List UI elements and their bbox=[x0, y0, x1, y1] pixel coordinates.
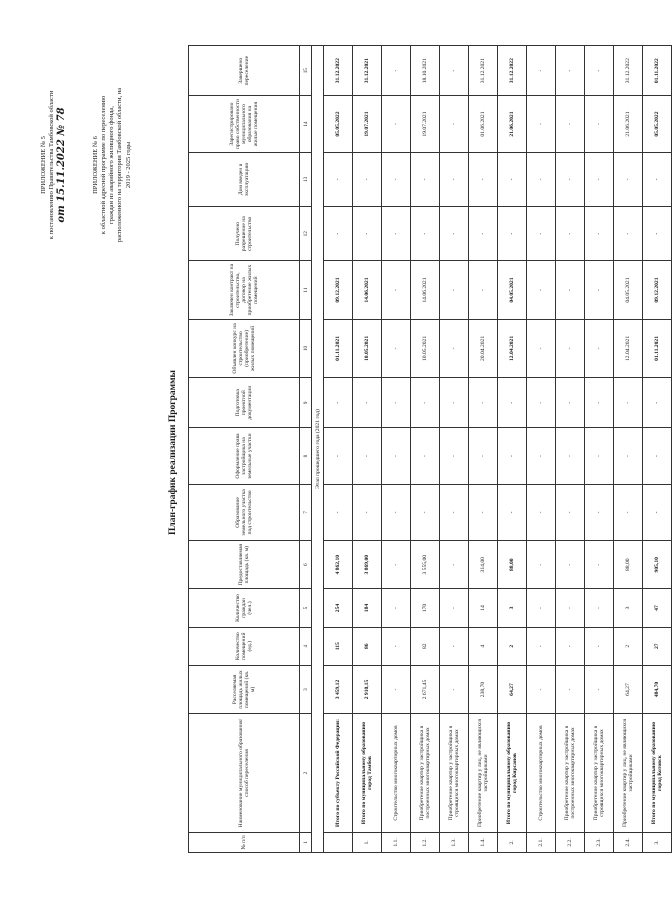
table-cell: - bbox=[353, 378, 382, 428]
column-number: 9 bbox=[300, 378, 312, 428]
table-row bbox=[556, 46, 585, 853]
row-index bbox=[324, 832, 353, 852]
table-cell: 05.05.2022 bbox=[324, 96, 353, 152]
table-cell: - bbox=[440, 96, 469, 152]
table-row bbox=[411, 46, 440, 853]
table-cell: - bbox=[556, 484, 585, 540]
table-cell: 04.05.2021 bbox=[614, 261, 643, 319]
table-cell: - bbox=[643, 428, 672, 484]
table-cell: - bbox=[440, 541, 469, 589]
table-cell: 01.06.2021 bbox=[469, 96, 498, 152]
table-cell: - bbox=[527, 589, 556, 627]
row-name: Приобретение квартир у лиц, не являющихся застройщиками bbox=[469, 714, 498, 833]
table-cell: - bbox=[382, 319, 411, 377]
table-cell: - bbox=[440, 152, 469, 206]
table-cell: 10.05.2021 bbox=[353, 319, 382, 377]
table-cell: 86 bbox=[353, 627, 382, 665]
table-cell: - bbox=[324, 207, 353, 261]
table-cell: - bbox=[556, 428, 585, 484]
row-index: 2.1. bbox=[527, 832, 556, 852]
column-header: Подготовка проектной документации bbox=[189, 378, 300, 428]
table-cell: - bbox=[585, 96, 614, 152]
table-cell: 01.11.2021 bbox=[643, 319, 672, 377]
table-cell: - bbox=[440, 46, 469, 96]
table-cell: - bbox=[556, 627, 585, 665]
column-number: 7 bbox=[300, 484, 312, 540]
table-row bbox=[324, 46, 353, 853]
table-cell: - bbox=[411, 207, 440, 261]
table-cell: - bbox=[556, 152, 585, 206]
table-cell: - bbox=[440, 319, 469, 377]
table-cell: - bbox=[469, 428, 498, 484]
table-cell: - bbox=[585, 319, 614, 377]
table-cell: - bbox=[498, 207, 527, 261]
table-cell: - bbox=[556, 207, 585, 261]
column-number: 1 bbox=[300, 832, 312, 852]
table-cell: 31.12.2022 bbox=[614, 46, 643, 96]
table-cell: - bbox=[440, 589, 469, 627]
table-cell: - bbox=[614, 207, 643, 261]
table-cell: - bbox=[440, 261, 469, 319]
column-header: № п/п bbox=[189, 832, 300, 852]
table-cell: 01.11.2022 bbox=[643, 46, 672, 96]
table-cell: - bbox=[411, 378, 440, 428]
table-cell: 14 bbox=[469, 589, 498, 627]
table-cell: 09.12.2021 bbox=[324, 261, 353, 319]
table-row bbox=[469, 46, 498, 853]
column-number: 6 bbox=[300, 541, 312, 589]
table-cell: - bbox=[353, 484, 382, 540]
appendix-6-block bbox=[92, 40, 133, 290]
table-cell: - bbox=[382, 152, 411, 206]
table-cell: 21.06.2021 bbox=[614, 96, 643, 152]
table-cell: - bbox=[411, 484, 440, 540]
row-index: 1. bbox=[353, 832, 382, 852]
table-cell: - bbox=[585, 152, 614, 206]
table-cell: 47 bbox=[643, 589, 672, 627]
table-cell: - bbox=[469, 378, 498, 428]
row-name: Строительство многоквартирных домов bbox=[527, 714, 556, 833]
table-cell: 20.04.2021 bbox=[469, 319, 498, 377]
table-cell: - bbox=[498, 152, 527, 206]
table-cell: - bbox=[556, 261, 585, 319]
table-cell: 254 bbox=[324, 589, 353, 627]
column-header: Предоставляемая площадь (кв. м) bbox=[189, 541, 300, 589]
table-cell: - bbox=[353, 152, 382, 206]
row-name: Приобретение квартир у застройщика в построенных многоквартирных домах bbox=[556, 714, 585, 833]
table-cell: - bbox=[440, 665, 469, 713]
table-cell: - bbox=[527, 484, 556, 540]
table-cell: 170 bbox=[411, 589, 440, 627]
table-cell: - bbox=[556, 589, 585, 627]
table-cell: - bbox=[382, 665, 411, 713]
table-cell: - bbox=[469, 261, 498, 319]
table-row bbox=[353, 46, 382, 853]
table-cell: - bbox=[440, 428, 469, 484]
column-header: Получено разрешение на строительство bbox=[189, 207, 300, 261]
column-header: Количество помещений (ед.) bbox=[189, 627, 300, 665]
table-cell: - bbox=[527, 428, 556, 484]
table-cell: - bbox=[556, 665, 585, 713]
column-header: Расселяемая площадь жилых помещений (кв. м) bbox=[189, 665, 300, 713]
table-cell: - bbox=[440, 378, 469, 428]
table-cell: - bbox=[585, 589, 614, 627]
table-cell: - bbox=[643, 378, 672, 428]
table-cell: 3 bbox=[498, 589, 527, 627]
stage-label: Этап прошедшего года (2021 год) bbox=[312, 46, 324, 853]
row-name: Приобретение квартир у застройщика в строящихся многоквартирных домах bbox=[440, 714, 469, 833]
appendix-5-block bbox=[40, 40, 69, 290]
table-cell: - bbox=[440, 627, 469, 665]
column-number: 13 bbox=[300, 152, 312, 206]
table-cell: - bbox=[382, 261, 411, 319]
table-cell: - bbox=[382, 46, 411, 96]
table-cell: 12.04.2021 bbox=[614, 319, 643, 377]
table-cell: - bbox=[614, 428, 643, 484]
table-cell: - bbox=[585, 46, 614, 96]
table-cell: - bbox=[643, 484, 672, 540]
table-cell: - bbox=[469, 152, 498, 206]
row-name: Итого по муниципальному образованию город Котовск bbox=[643, 714, 672, 833]
table-row bbox=[643, 46, 672, 853]
table-cell: 04.05.2021 bbox=[498, 261, 527, 319]
appendix-6-line-4: 2019 - 2025 годы bbox=[124, 141, 132, 189]
table-cell: 31.12.2021 bbox=[353, 46, 382, 96]
table-cell: - bbox=[556, 319, 585, 377]
table-cell: - bbox=[353, 428, 382, 484]
column-number: 14 bbox=[300, 96, 312, 152]
table-cell: - bbox=[556, 378, 585, 428]
table-cell: - bbox=[643, 152, 672, 206]
table-cell: 484,70 bbox=[643, 665, 672, 713]
row-name: Приобретение квартир у застройщика в строящихся многоквартирных домах bbox=[585, 714, 614, 833]
column-number: 15 bbox=[300, 46, 312, 96]
table-cell: - bbox=[585, 541, 614, 589]
row-index: 2. bbox=[498, 832, 527, 852]
table-cell: - bbox=[585, 484, 614, 540]
stage-row bbox=[312, 46, 324, 853]
table-cell: 314,00 bbox=[469, 541, 498, 589]
table-cell: 31.12.2021 bbox=[469, 46, 498, 96]
column-number: 10 bbox=[300, 319, 312, 377]
table-cell: - bbox=[614, 378, 643, 428]
column-header: Оформление права застройщика на земельные участки bbox=[189, 428, 300, 484]
table-cell: 82 bbox=[411, 627, 440, 665]
table-cell: 64,27 bbox=[614, 665, 643, 713]
table-cell: - bbox=[527, 46, 556, 96]
table-cell: - bbox=[527, 541, 556, 589]
row-name: Итого по муниципальному образованию город Кирсанов bbox=[498, 714, 527, 833]
table-header-row bbox=[189, 46, 300, 853]
table-cell: - bbox=[469, 207, 498, 261]
table-cell: - bbox=[585, 428, 614, 484]
table-cell: 14.06.2021 bbox=[411, 261, 440, 319]
table-cell: - bbox=[324, 378, 353, 428]
table-cell: 21.06.2021 bbox=[498, 96, 527, 152]
column-number-row bbox=[300, 46, 312, 853]
appendix-6-line-2: граждан из аварийного жилищного фонда, bbox=[108, 106, 116, 224]
table-cell: - bbox=[440, 484, 469, 540]
row-name: Итого по муниципальному образованию город Тамбов bbox=[353, 714, 382, 833]
appendix-5-title: ПРИЛОЖЕНИЕ № 5 bbox=[40, 136, 47, 194]
table-cell: 14.06.2021 bbox=[353, 261, 382, 319]
table-cell: - bbox=[585, 665, 614, 713]
table-cell: - bbox=[411, 152, 440, 206]
table-cell: - bbox=[498, 484, 527, 540]
table-cell: - bbox=[469, 484, 498, 540]
table-cell: - bbox=[324, 484, 353, 540]
column-number: 2 bbox=[300, 714, 312, 833]
table-cell: 88,00 bbox=[614, 541, 643, 589]
table-cell: - bbox=[382, 627, 411, 665]
table-cell: - bbox=[614, 484, 643, 540]
table-cell: 12.04.2021 bbox=[498, 319, 527, 377]
row-name: Итого по субъекту Российской Федерации: bbox=[324, 714, 353, 833]
table-cell: - bbox=[382, 428, 411, 484]
table-cell: 238,70 bbox=[469, 665, 498, 713]
table-cell: 18.10.2021 bbox=[411, 46, 440, 96]
appendix-6-title: ПРИЛОЖЕНИЕ № 6 bbox=[92, 136, 99, 194]
table-cell: - bbox=[585, 627, 614, 665]
table-cell: - bbox=[382, 589, 411, 627]
appendix-5-text: к постановлению Правительства Тамбовской области bbox=[48, 90, 56, 240]
row-index: 1.4. bbox=[469, 832, 498, 852]
table-cell: 10.05.2021 bbox=[411, 319, 440, 377]
column-header: Завершено переселение bbox=[189, 46, 300, 96]
table-cell: 01.11.2021 bbox=[324, 319, 353, 377]
row-index: 1.1. bbox=[382, 832, 411, 852]
table-cell: 905,10 bbox=[643, 541, 672, 589]
table-cell: - bbox=[527, 96, 556, 152]
table-cell: - bbox=[527, 319, 556, 377]
table-cell: 3 869,00 bbox=[353, 541, 382, 589]
table-row bbox=[527, 46, 556, 853]
table-cell: - bbox=[411, 428, 440, 484]
table-cell: 2 bbox=[614, 627, 643, 665]
table-cell: 2 910,15 bbox=[353, 665, 382, 713]
table-cell: 3 bbox=[614, 589, 643, 627]
row-name: Строительство многоквартирных домов bbox=[382, 714, 411, 833]
appendix-6-line-1: к областной адресной программе по переселению bbox=[100, 95, 108, 235]
table-cell: - bbox=[382, 96, 411, 152]
table-cell: - bbox=[585, 378, 614, 428]
table-cell: - bbox=[353, 207, 382, 261]
table-cell: - bbox=[498, 378, 527, 428]
table-cell: 3 459,12 bbox=[324, 665, 353, 713]
column-number: 8 bbox=[300, 428, 312, 484]
table-row bbox=[614, 46, 643, 853]
column-header: Заключен контракт на строительство, договор на приобретение жилых помещений bbox=[189, 261, 300, 319]
column-number: 3 bbox=[300, 665, 312, 713]
appendix-5-signature: от 15.11.2022 № 78 bbox=[56, 107, 68, 223]
table-row bbox=[440, 46, 469, 853]
table-cell: - bbox=[527, 665, 556, 713]
row-index: 2.4. bbox=[614, 832, 643, 852]
column-header: Образование земельного участка под строительство bbox=[189, 484, 300, 540]
table-cell: - bbox=[382, 541, 411, 589]
row-index: 1.3. bbox=[440, 832, 469, 852]
document-title: План-график реализации Программы bbox=[168, 370, 178, 535]
row-index: 3. bbox=[643, 832, 672, 852]
table-row bbox=[498, 46, 527, 853]
table-cell: - bbox=[498, 428, 527, 484]
row-name: Приобретение квартир у застройщика в построенных многоквартирных домах bbox=[411, 714, 440, 833]
table-row bbox=[585, 46, 614, 853]
table-cell: - bbox=[382, 484, 411, 540]
table-cell: 31.12.2022 bbox=[324, 46, 353, 96]
table-cell: - bbox=[527, 627, 556, 665]
table-cell: - bbox=[585, 207, 614, 261]
table-cell: 184 bbox=[353, 589, 382, 627]
table-cell: - bbox=[585, 261, 614, 319]
row-name: Приобретение квартир у лиц, не являющихся застройщиками bbox=[614, 714, 643, 833]
table-cell: - bbox=[527, 378, 556, 428]
table-cell: - bbox=[382, 207, 411, 261]
table-cell: 3 555,00 bbox=[411, 541, 440, 589]
table-cell: 4 bbox=[469, 627, 498, 665]
table-cell: - bbox=[527, 261, 556, 319]
table-cell: - bbox=[440, 207, 469, 261]
column-number: 11 bbox=[300, 261, 312, 319]
table-cell: - bbox=[556, 46, 585, 96]
column-number: 4 bbox=[300, 627, 312, 665]
table-cell: 27 bbox=[643, 627, 672, 665]
column-header: Объявлен конкурс на строительство (приобретение) жилых помещений bbox=[189, 319, 300, 377]
table-cell: 09.12.2021 bbox=[643, 261, 672, 319]
row-index: 2.3. bbox=[585, 832, 614, 852]
schedule-table bbox=[188, 45, 672, 853]
table-cell: 31.12.2022 bbox=[498, 46, 527, 96]
row-index: 1.2. bbox=[411, 832, 440, 852]
table-cell: - bbox=[643, 207, 672, 261]
column-number: 12 bbox=[300, 207, 312, 261]
table-row bbox=[382, 46, 411, 853]
table-cell: 2 bbox=[498, 627, 527, 665]
row-index: 2.2. bbox=[556, 832, 585, 852]
table-cell: - bbox=[382, 378, 411, 428]
table-cell: - bbox=[527, 152, 556, 206]
table-cell: - bbox=[324, 428, 353, 484]
table-cell: 19.07.2021 bbox=[353, 96, 382, 152]
table-cell: 2 671,45 bbox=[411, 665, 440, 713]
table-cell: - bbox=[527, 207, 556, 261]
table-cell: 4 862,10 bbox=[324, 541, 353, 589]
column-number: 5 bbox=[300, 589, 312, 627]
table-cell: - bbox=[614, 152, 643, 206]
table-cell: 19.07.2021 bbox=[411, 96, 440, 152]
table-cell: - bbox=[556, 96, 585, 152]
table-cell: 88,00 bbox=[498, 541, 527, 589]
column-header: Наименование муниципального образования/ способ переселения bbox=[189, 714, 300, 833]
column-header: Количество граждан (чел.) bbox=[189, 589, 300, 627]
column-header: Зарегистрировано право собственности муниципального образования на жилые помещения bbox=[189, 96, 300, 152]
table-cell: - bbox=[324, 152, 353, 206]
table-cell: - bbox=[556, 541, 585, 589]
column-header: Дом введен в эксплуатацию bbox=[189, 152, 300, 206]
appendix-6-line-3: расположенного на территории Тамбовской области, на bbox=[116, 87, 124, 243]
table-cell: 64,27 bbox=[498, 665, 527, 713]
table-cell: 05.05.2022 bbox=[643, 96, 672, 152]
table-cell: 115 bbox=[324, 627, 353, 665]
